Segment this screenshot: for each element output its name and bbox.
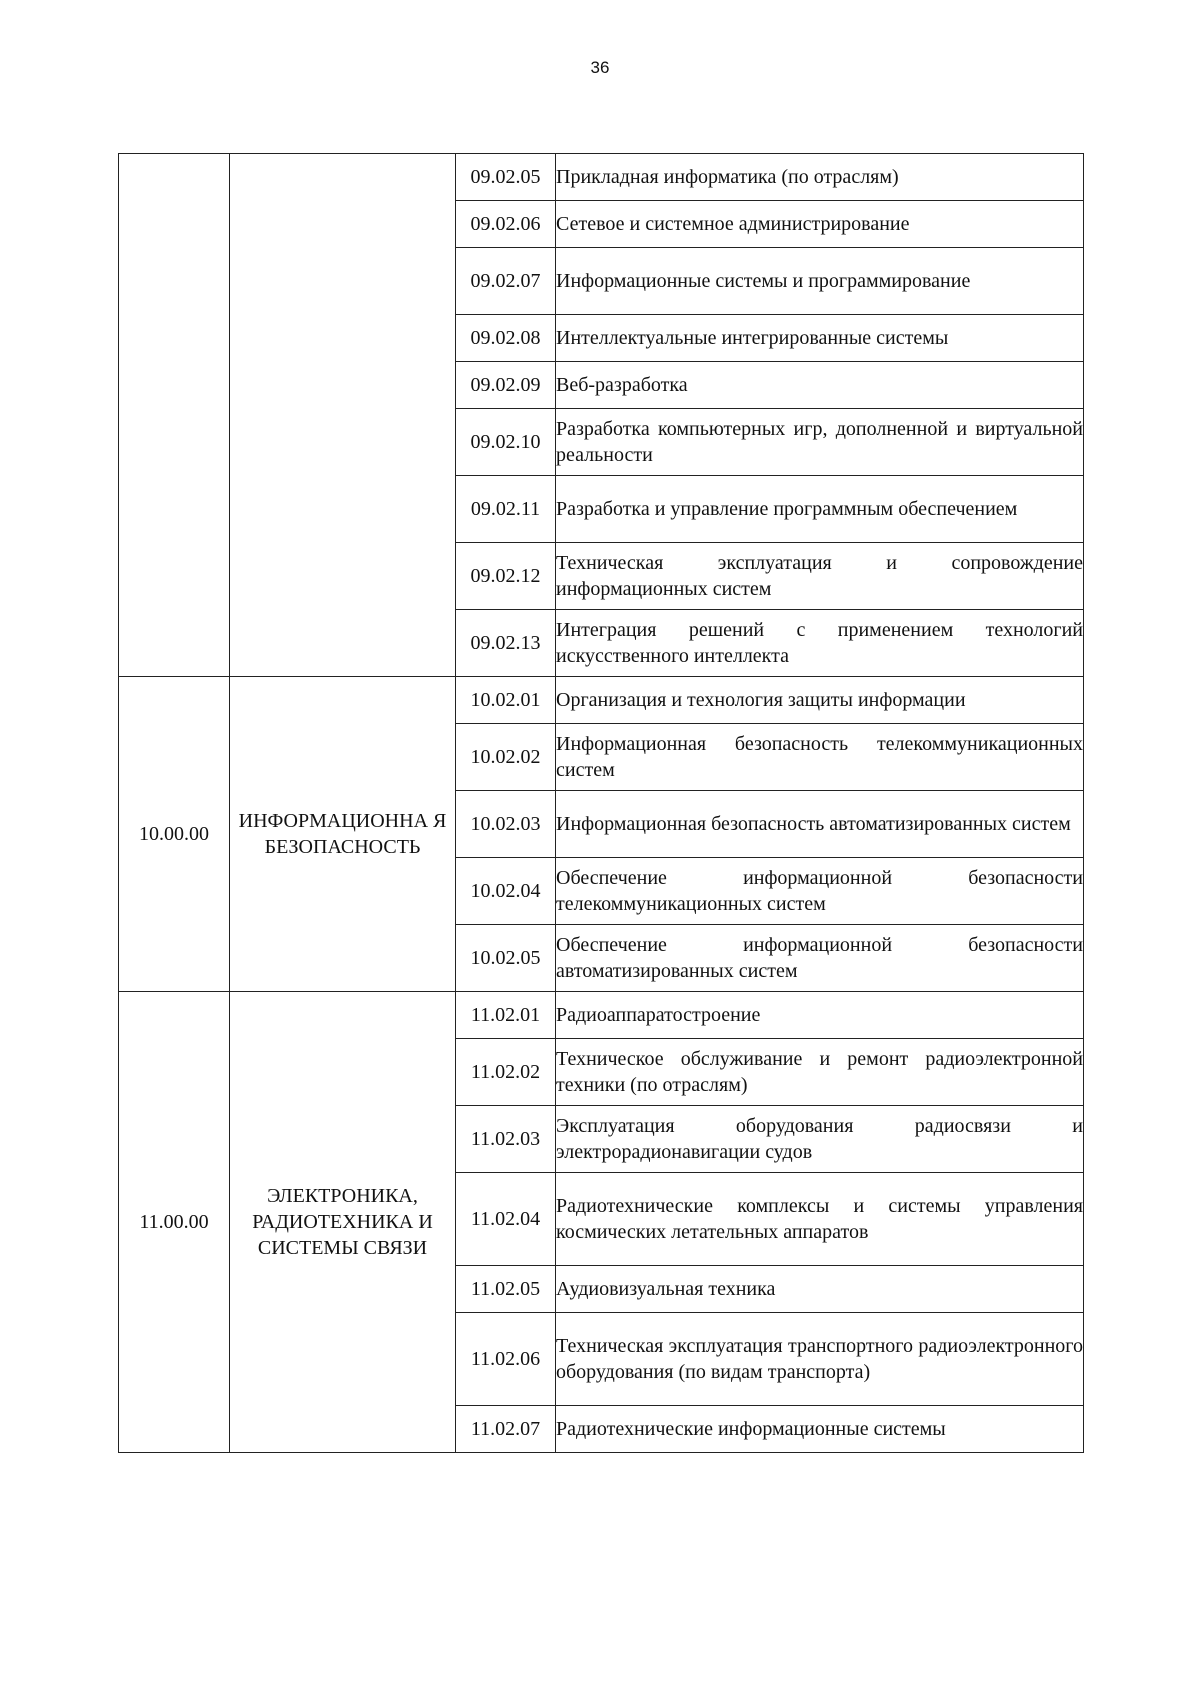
specialty-name: Информационные системы и программирование [556, 248, 1084, 315]
specialty-name: Обеспечение информационной безопасности автоматизированных систем [556, 925, 1084, 992]
specialty-code: 11.02.06 [456, 1313, 556, 1406]
specialty-code: 09.02.11 [456, 476, 556, 543]
specialty-name: Организация и технология защиты информации [556, 677, 1084, 724]
specialty-name: Разработка и управление программным обеспечением [556, 476, 1084, 543]
group-code-cell: 11.00.00 [119, 992, 230, 1453]
table-row [119, 677, 1084, 724]
specialty-name: Интеграция решений с применением технологий искусственного интеллекта [556, 610, 1084, 677]
specialty-code: 09.02.07 [456, 248, 556, 315]
specialty-name: Радиотехнические информационные системы [556, 1406, 1084, 1453]
specialty-code: 11.02.01 [456, 992, 556, 1039]
specialty-name: Веб-разработка [556, 362, 1084, 409]
specialty-code: 09.02.10 [456, 409, 556, 476]
specialty-name: Сетевое и системное администрирование [556, 201, 1084, 248]
specialty-code: 11.02.07 [456, 1406, 556, 1453]
specialties-table [118, 153, 1084, 1453]
specialty-name: Обеспечение информационной безопасности телекоммуникационных систем [556, 858, 1084, 925]
specialty-code: 09.02.06 [456, 201, 556, 248]
group-name-cell [230, 154, 456, 677]
specialty-code: 10.02.04 [456, 858, 556, 925]
specialty-name: Радиоаппаратостроение [556, 992, 1084, 1039]
specialty-name: Техническая эксплуатация и сопровождение информационных систем [556, 543, 1084, 610]
specialty-code: 09.02.12 [456, 543, 556, 610]
group-name-cell: ИНФОРМАЦИОННА Я БЕЗОПАСНОСТЬ [230, 677, 456, 992]
group-code-cell: 10.00.00 [119, 677, 230, 992]
specialty-code: 10.02.02 [456, 724, 556, 791]
specialty-code: 09.02.09 [456, 362, 556, 409]
specialty-code: 10.02.05 [456, 925, 556, 992]
specialty-code: 11.02.03 [456, 1106, 556, 1173]
specialty-code: 10.02.03 [456, 791, 556, 858]
specialty-name: Интеллектуальные интегрированные системы [556, 315, 1084, 362]
specialty-name: Техническое обслуживание и ремонт радиоэлектронной техники (по отраслям) [556, 1039, 1084, 1106]
group-name-cell: ЭЛЕКТРОНИКА, РАДИОТЕХНИКА И СИСТЕМЫ СВЯЗИ [230, 992, 456, 1453]
table-row [119, 154, 1084, 201]
group-code-cell [119, 154, 230, 677]
specialty-name: Разработка компьютерных игр, дополненной и виртуальной реальности [556, 409, 1084, 476]
specialty-code: 11.02.02 [456, 1039, 556, 1106]
specialty-code: 09.02.08 [456, 315, 556, 362]
specialty-code: 09.02.05 [456, 154, 556, 201]
specialty-name: Информационная безопасность телекоммуникационных систем [556, 724, 1084, 791]
specialty-code: 11.02.05 [456, 1266, 556, 1313]
specialty-name: Радиотехнические комплексы и системы управления космических летательных аппаратов [556, 1173, 1084, 1266]
specialty-name: Аудиовизуальная техника [556, 1266, 1084, 1313]
specialty-name: Прикладная информатика (по отраслям) [556, 154, 1084, 201]
specialty-code: 09.02.13 [456, 610, 556, 677]
specialty-name: Техническая эксплуатация транспортного радиоэлектронного оборудования (по видам транспорта) [556, 1313, 1084, 1406]
page-number: 36 [590, 58, 610, 77]
specialty-code: 10.02.01 [456, 677, 556, 724]
specialty-name: Эксплуатация оборудования радиосвязи и электрорадионавигации судов [556, 1106, 1084, 1173]
specialty-name: Информационная безопасность автоматизированных систем [556, 791, 1084, 858]
table-row [119, 992, 1084, 1039]
specialty-code: 11.02.04 [456, 1173, 556, 1266]
